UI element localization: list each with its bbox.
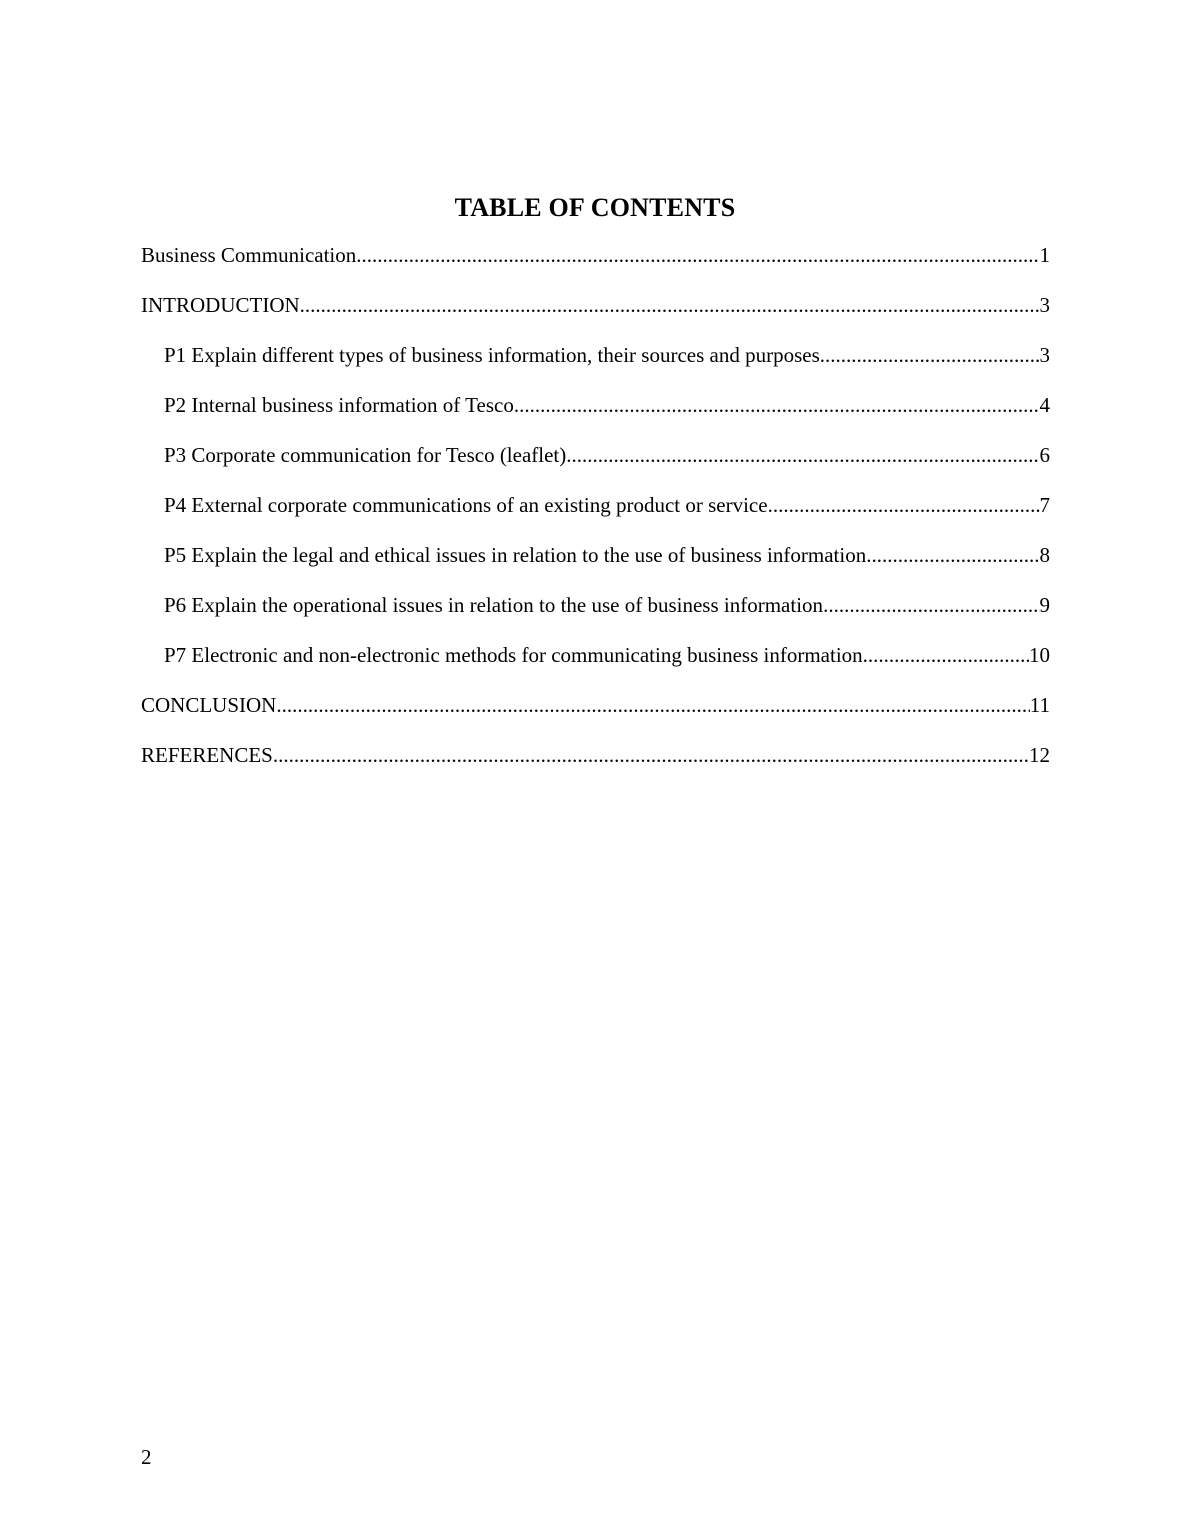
toc-entry-page-number: 6 — [1039, 443, 1050, 467]
toc-entry-page-number: 1 — [1039, 243, 1050, 267]
toc-entry-label: P2 Internal business information of Tesco — [164, 393, 514, 417]
toc-title: TABLE OF CONTENTS — [454, 193, 736, 222]
toc-entry-page-number: 11 — [1029, 693, 1050, 717]
toc-entry-label: CONCLUSION — [141, 693, 277, 717]
toc-entry-conclusion[interactable] — [141, 690, 1050, 740]
toc-entry-page-number: 12 — [1029, 743, 1050, 767]
dot-leader — [866, 540, 1039, 570]
toc-entry-references[interactable] — [141, 740, 1050, 790]
toc-entry-page-number: 9 — [1039, 593, 1050, 617]
dot-leader — [276, 690, 1029, 720]
toc-entry-page-number: 4 — [1039, 393, 1050, 417]
toc-entry-p7[interactable] — [141, 640, 1050, 690]
toc-entry-p2[interactable] — [141, 390, 1050, 440]
toc-list — [141, 240, 1050, 790]
dot-leader — [863, 640, 1029, 670]
toc-entry-page-number: 7 — [1039, 493, 1050, 517]
toc-entry-label: P5 Explain the legal and ethical issues in relation to the use of business information — [164, 543, 867, 567]
toc-entry-page-number: 3 — [1039, 293, 1050, 317]
dot-leader — [768, 490, 1040, 520]
toc-entry-page-number: 8 — [1039, 543, 1050, 567]
dot-leader — [300, 290, 1040, 320]
toc-entry-label: P7 Electronic and non-electronic methods for communicating business information — [164, 643, 863, 667]
toc-entry-p6[interactable] — [141, 590, 1050, 640]
dot-leader — [820, 340, 1040, 370]
toc-entry-business-communication[interactable] — [141, 240, 1050, 290]
toc-entry-page-number: 10 — [1029, 643, 1050, 667]
dot-leader — [514, 390, 1040, 420]
toc-entry-p1[interactable] — [141, 340, 1050, 390]
page-number: 2 — [141, 1445, 152, 1469]
toc-entry-label: REFERENCES — [141, 743, 273, 767]
toc-entry-p4[interactable] — [141, 490, 1050, 540]
dot-leader — [356, 240, 1039, 270]
dot-leader — [566, 440, 1039, 470]
toc-entry-p3[interactable] — [141, 440, 1050, 490]
toc-entry-introduction[interactable] — [141, 290, 1050, 340]
dot-leader — [823, 590, 1039, 620]
toc-entry-label: INTRODUCTION — [141, 293, 300, 317]
toc-entry-label: P3 Corporate communication for Tesco (leaflet) — [164, 443, 567, 467]
toc-entry-label: P6 Explain the operational issues in relation to the use of business information — [164, 593, 824, 617]
toc-entry-label: P4 External corporate communications of an existing product or service — [164, 493, 768, 517]
toc-entry-p5[interactable] — [141, 540, 1050, 590]
toc-entry-label: P1 Explain different types of business information, their sources and purposes — [164, 343, 820, 367]
dot-leader — [273, 740, 1029, 770]
toc-entry-page-number: 3 — [1039, 343, 1050, 367]
toc-entry-label: Business Communication — [141, 243, 357, 267]
